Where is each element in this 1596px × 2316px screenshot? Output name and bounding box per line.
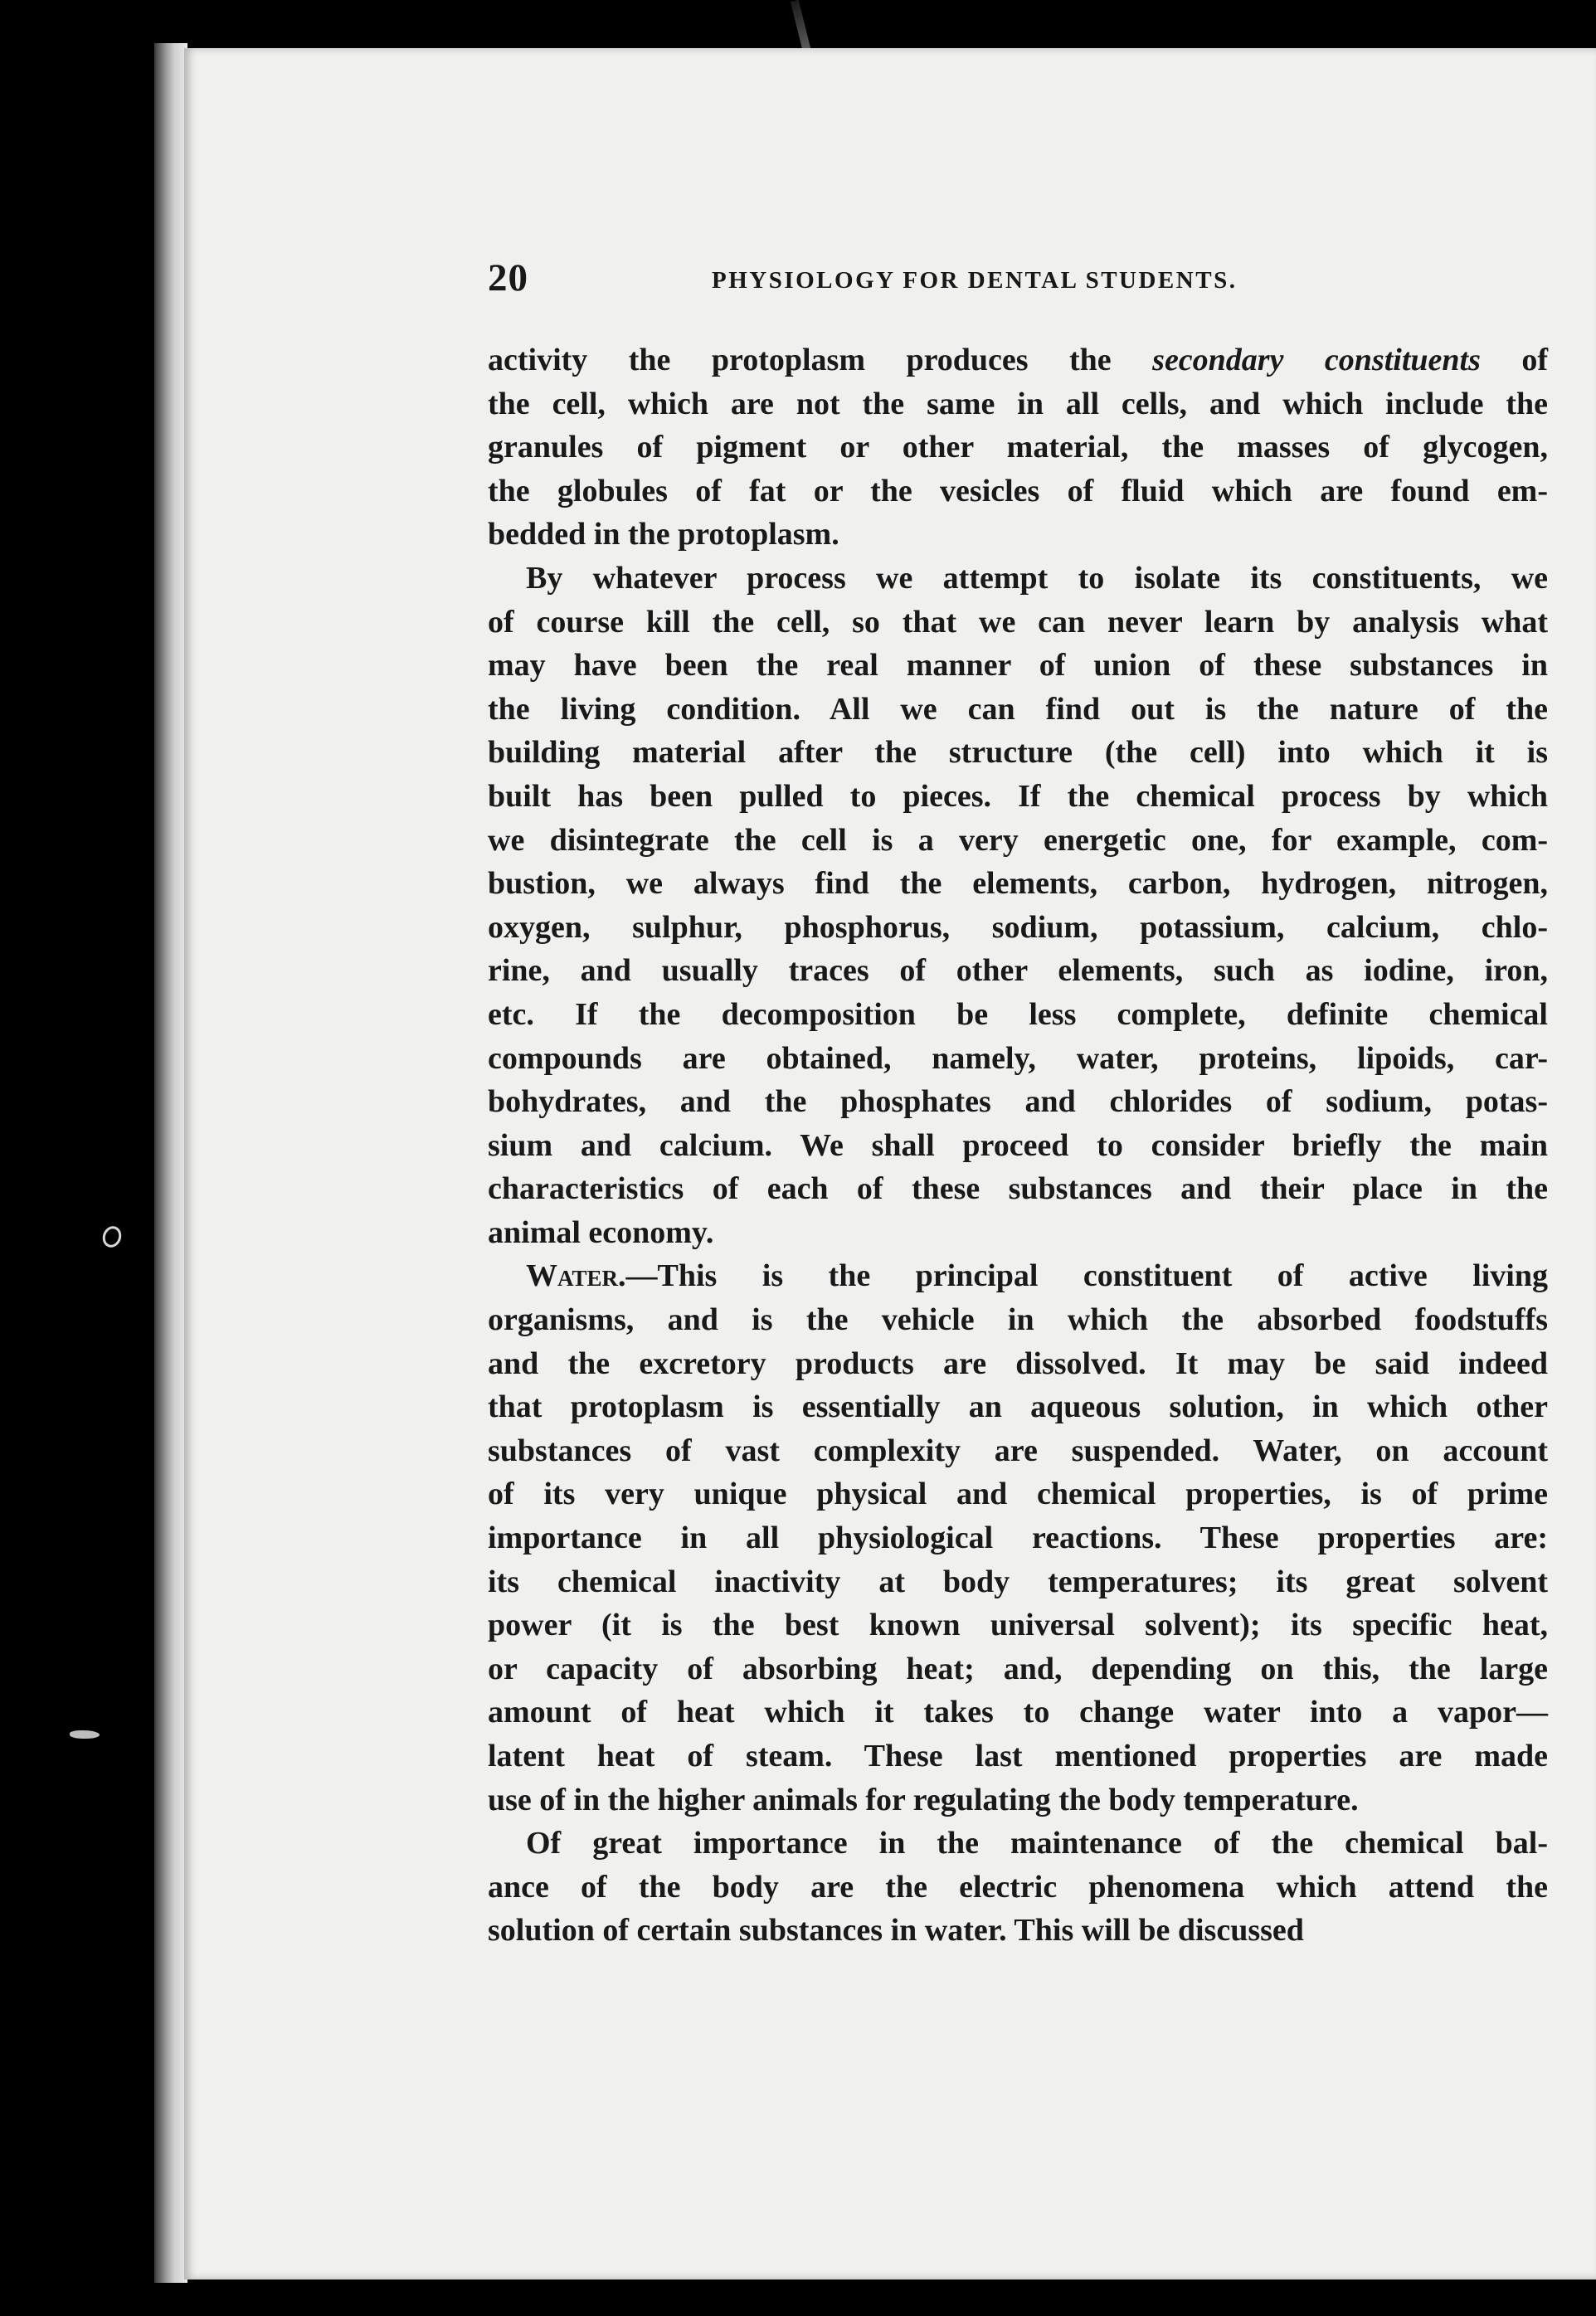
- scan-artifact: [70, 1730, 100, 1739]
- text-line: characteristics of each of these substances and their place in the: [488, 1171, 1548, 1207]
- text-line: Of great importance in the maintenance of the chemical bal-: [526, 1826, 1548, 1861]
- text-line: we disintegrate the cell is a very energetic one, for example, com-: [488, 822, 1548, 858]
- paragraph: [488, 1254, 1548, 1822]
- paragraph: [488, 557, 1548, 1255]
- text-line: sium and calcium. We shall proceed to consider briefly the main: [488, 1127, 1548, 1163]
- paragraph: [488, 1822, 1548, 1953]
- text-line: importance in all physiological reactions. These properties are:: [488, 1520, 1548, 1556]
- text-line: power (it is the best known universal solvent); its specific heat,: [488, 1608, 1548, 1643]
- paragraph: [488, 338, 1548, 557]
- text-line: rine, and usually traces of other elements, such as iodine, iron,: [488, 953, 1548, 989]
- text-line: use of in the higher animals for regulating the body temperature.: [488, 1782, 1359, 1817]
- text-line: its chemical inactivity at body temperatures; its great solvent: [488, 1564, 1548, 1599]
- text-line: amount of heat which it takes to change water into a vapor—: [488, 1695, 1548, 1730]
- text-line: bohydrates, and the phosphates and chlorides of sodium, potas-: [488, 1084, 1548, 1120]
- scan-artifact: [791, 0, 810, 50]
- text-line: of course kill the cell, so that we can never learn by analysis what: [488, 604, 1548, 640]
- text-line: oxygen, sulphur, phosphorus, sodium, potassium, calcium, chlo-: [488, 909, 1548, 945]
- text-line: may have been the real manner of union of these substances in: [488, 648, 1548, 684]
- text-line: compounds are obtained, namely, water, proteins, lipoids, car-: [488, 1040, 1548, 1076]
- text-line: bedded in the protoplasm.: [488, 517, 839, 552]
- text-line: solution of certain substances in water. This will be discussed: [488, 1913, 1304, 1949]
- body-text: [488, 338, 1548, 1953]
- text-line: ance of the body are the electric phenomena which attend the: [488, 1869, 1548, 1905]
- text-line: and the excretory products are dissolved. It may be said indeed: [488, 1345, 1548, 1381]
- text-line: etc. If the decomposition be less complete, definite chemical: [488, 996, 1548, 1032]
- text-line: Water.—This is the principal constituent of active living: [526, 1258, 1548, 1294]
- text-line: that protoplasm is essentially an aqueous solution, in which other: [488, 1389, 1548, 1425]
- text-line: or capacity of absorbing heat; and, depending on this, the large: [488, 1651, 1548, 1686]
- scan-artifact: [100, 1224, 124, 1250]
- text-line: substances of vast complexity are suspended. Water, on account: [488, 1433, 1548, 1468]
- text-line: latent heat of steam. These last mentioned properties are made: [488, 1739, 1548, 1773]
- text-line: built has been pulled to pieces. If the chemical process by which: [488, 778, 1548, 814]
- text-line: bustion, we always find the elements, carbon, hydrogen, nitrogen,: [488, 866, 1548, 902]
- text-line: the globules of fat or the vesicles of fluid which are found em-: [488, 473, 1548, 508]
- text-line: animal economy.: [488, 1214, 714, 1250]
- running-head: [488, 255, 1558, 305]
- text-line: the cell, which are not the same in all cells, and which include the: [488, 386, 1548, 421]
- text-line: activity the protoplasm produces the secondary constituents of: [488, 343, 1548, 377]
- text-line: organisms, and is the vehicle in which the absorbed foodstuffs: [488, 1302, 1548, 1338]
- running-title: PHYSIOLOGY FOR DENTAL STUDENTS.: [712, 267, 1238, 294]
- text-line: granules of pigment or other material, the masses of glycogen,: [488, 430, 1548, 465]
- text-line: the living condition. All we can find out is the nature of the: [488, 691, 1548, 727]
- text-line: building material after the structure (the cell) into which it is: [488, 735, 1548, 771]
- scan-edge: [154, 43, 187, 2283]
- text-line: By whatever process we attempt to isolate its constituents, we: [526, 560, 1548, 596]
- page-number: 20: [488, 256, 528, 299]
- text-line: of its very unique physical and chemical properties, is of prime: [488, 1477, 1548, 1512]
